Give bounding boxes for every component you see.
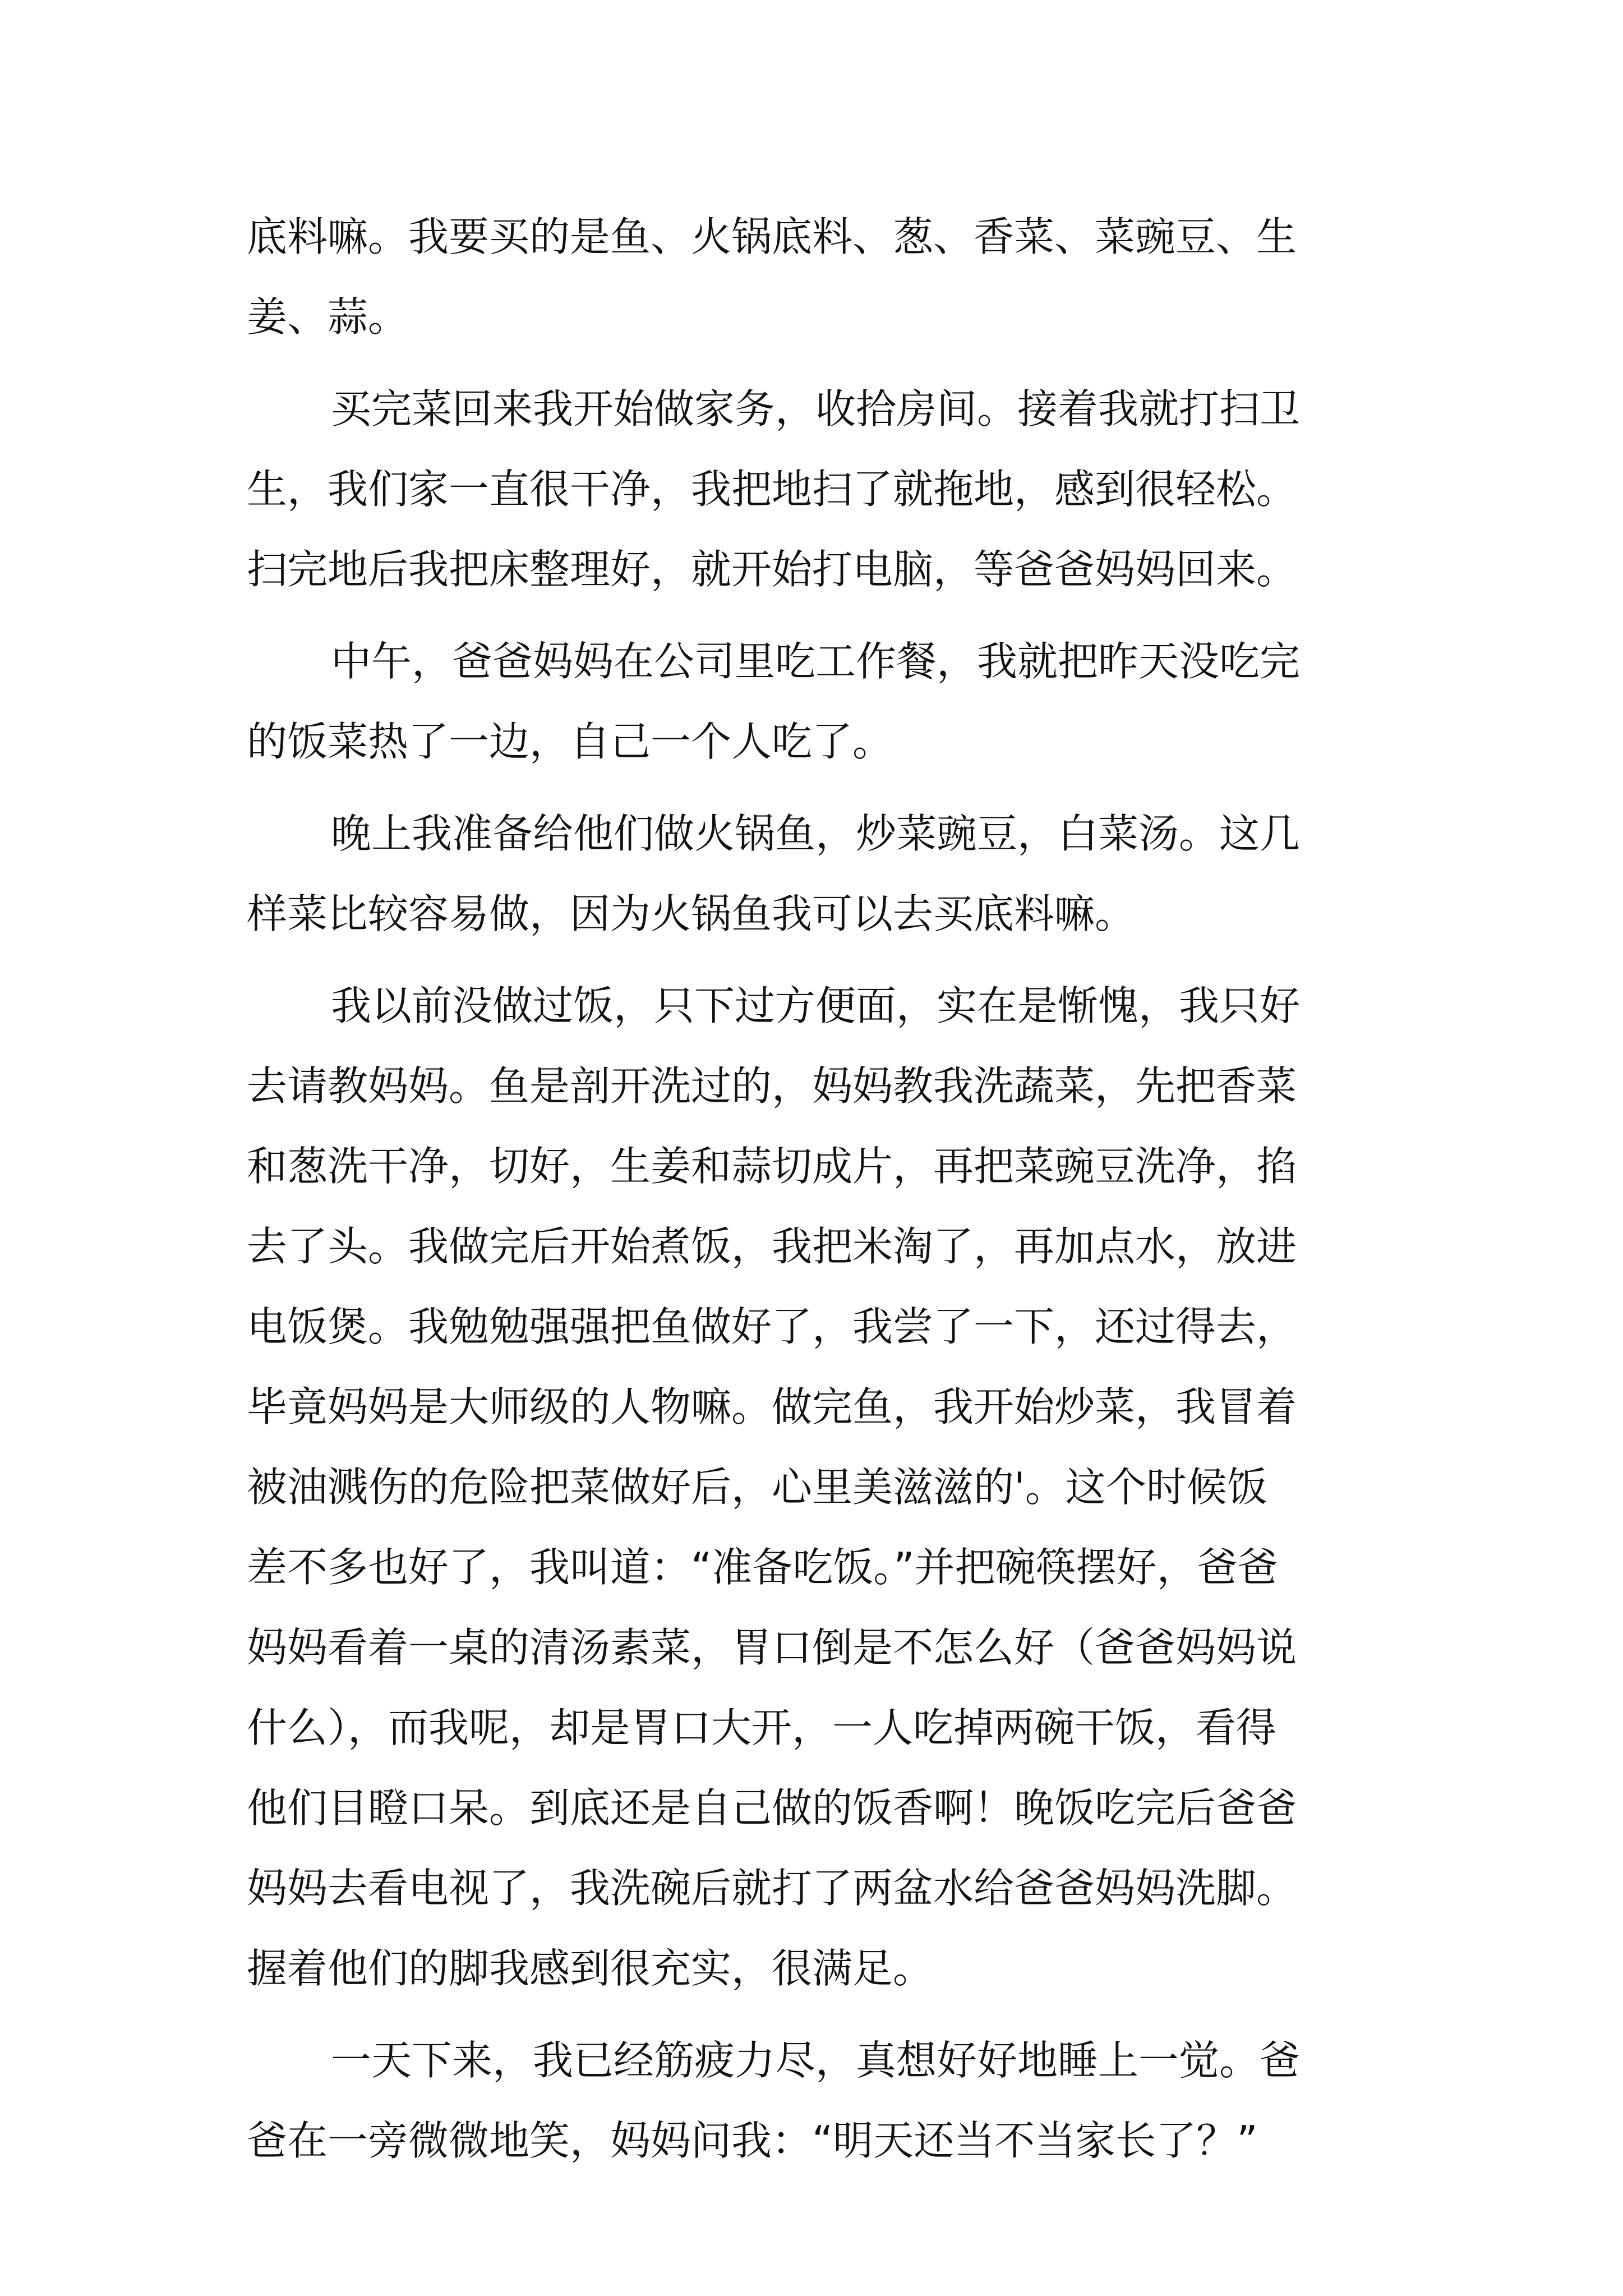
text-line: 生，我们家一直很干净，我把地扫了就拖地，感到很轻松。	[247, 466, 1297, 513]
paragraph-first-line: 中午，爸爸妈妈在公司里吃工作餐，我就把昨天没吃完	[331, 638, 1301, 685]
text-line: 扫完地后我把床整理好，就开始打电脑，等爸爸妈妈回来。	[247, 546, 1297, 593]
text-line: 样菜比较容易做，因为火锅鱼我可以去买底料嘛。	[247, 890, 1136, 937]
paragraph-first-line: 一天下来，我已经筋疲力尽，真想好好地睡上一觉。爸	[331, 2037, 1301, 2084]
paragraph-first-line: 我以前没做过饭，只下过方便面，实在是惭愧，我只好	[331, 982, 1301, 1029]
text-line: 妈妈看着一桌的清汤素菜，胃口倒是不怎么好（爸爸妈妈说	[247, 1624, 1297, 1671]
text-line: 他们目瞪口呆。到底还是自己做的饭香啊！晚饭吃完后爸爸	[247, 1784, 1297, 1832]
text-line: 握着他们的脚我感到很充实，很满足。	[247, 1945, 934, 1992]
paragraph-first-line: 买完菜回来我开始做家务，收拾房间。接着我就打扫卫	[331, 385, 1301, 432]
text-line: 毕竟妈妈是大师级的人物嘛。做完鱼，我开始炒菜，我冒着	[247, 1383, 1297, 1430]
text-line: 妈妈去看电视了，我洗碗后就打了两盆水给爸爸妈妈洗脚。	[247, 1865, 1297, 1912]
text-line: 底料嘛。我要买的是鱼、火锅底料、葱、香菜、菜豌豆、生	[247, 213, 1297, 260]
text-line: 去请教妈妈。鱼是剖开洗过的，妈妈教我洗蔬菜，先把香菜	[247, 1062, 1297, 1110]
text-line: 姜、蒜。	[247, 293, 409, 341]
paragraph-first-line: 晚上我准备给他们做火锅鱼，炒菜豌豆，白菜汤。这几	[331, 810, 1301, 857]
text-line: 的饭菜热了一边，自己一个人吃了。	[247, 718, 893, 765]
text-line: 什么），而我呢，却是胃口大开，一人吃掉两碗干饭，看得	[247, 1704, 1277, 1751]
text-line: 被油溅伤的危险把菜做好后，心里美滋滋的'。这个时候饭	[247, 1464, 1267, 1511]
text-line: 电饭煲。我勉勉强强把鱼做好了，我尝了一下，还过得去，	[247, 1303, 1297, 1350]
text-line: 爸在一旁微微地笑，妈妈问我：“明天还当不当家长了？”	[247, 2117, 1258, 2164]
text-line: 差不多也好了，我叫道：“准备吃饭。”并把碗筷摆好，爸爸	[247, 1544, 1278, 1591]
text-line: 和葱洗干净，切好，生姜和蒜切成片，再把菜豌豆洗净，掐	[247, 1143, 1297, 1190]
text-line: 去了头。我做完后开始煮饭，我把米淘了，再加点水，放进	[247, 1223, 1297, 1270]
